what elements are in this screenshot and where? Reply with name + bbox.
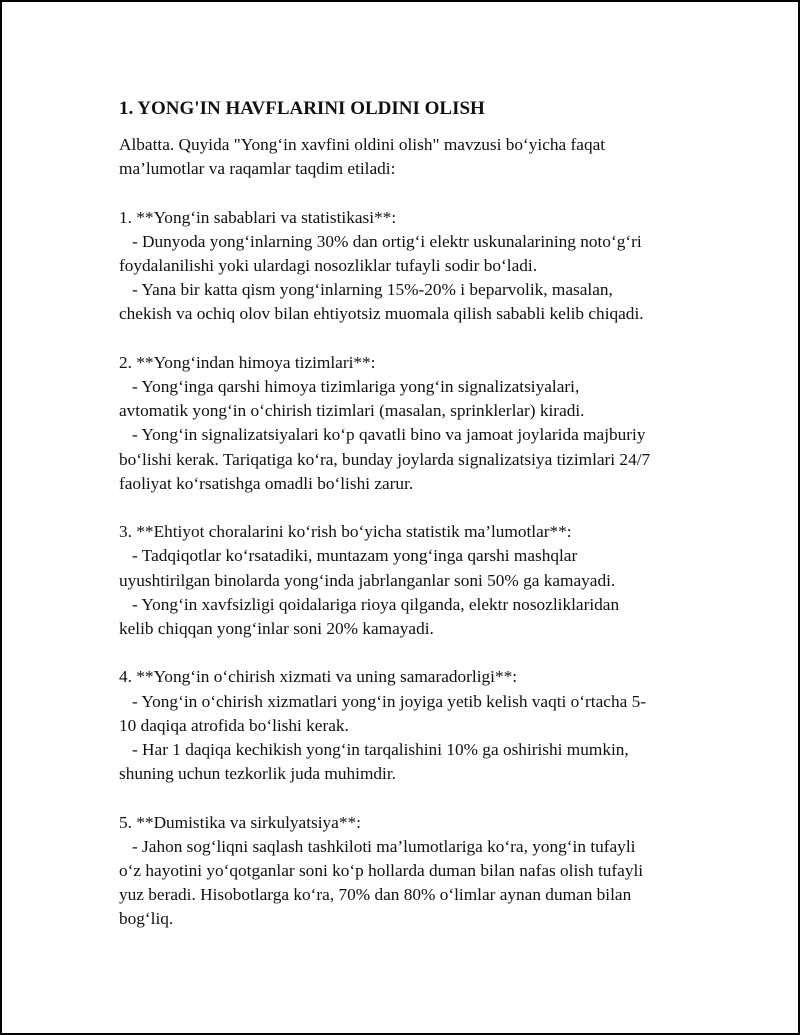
section-item: - Yong‘in o‘chirish xizmatlari yong‘in joyiga yetib kelish vaqti o‘rtacha 5- 10 daqiqa atrofida bo‘lishi kerak. [119, 691, 646, 735]
section-item: - Yong‘in signalizatsiyalari ko‘p qavatli bino va jamoat joylarida majburiy bo‘lishi kerak. Tariqatiga ko‘ra, bunday joylarda signalizatsiya tizimlari 24/7 faoliyat ko‘rsatishga omadli bo‘lishi zarur. [119, 425, 651, 493]
section-3 [119, 520, 699, 641]
section-4 [119, 665, 699, 786]
section-title: 5. **Dumistika va sirkulyatsiya**: [119, 812, 361, 832]
section-1 [119, 206, 699, 327]
section-title: 1. **Yong‘in sabablari va statistikasi**: [119, 207, 397, 227]
section-title: 4. **Yong‘in o‘chirish xizmati va uning samaradorligi**: [119, 667, 518, 687]
section-item: - Tadqiqotlar ko‘rsatadiki, muntazam yong‘inga qarshi mashqlar uyushtirilgan binolarda yong‘inda jabrlanganlar soni 50% ga kamayadi. [119, 546, 616, 590]
section-item: - Yong‘in xavfsizligi qoidalariga rioya qilganda, elektr nosozliklaridan kelib chiqqan yong‘inlar soni 20% kamayadi. [119, 594, 620, 639]
paragraph-gap [119, 181, 699, 205]
section-title: 3. **Ehtiyot choralarini ko‘rish bo‘yicha statistik ma’lumotlar**: [119, 522, 572, 542]
document-body [119, 97, 699, 932]
section-item: - Yong‘inga qarshi himoya tizimlariga yong‘in signalizatsiyalari, avtomatik yong‘in o‘chirish tizimlari (masalan, sprinklerlar) kiradi. [119, 377, 585, 421]
section-item: - Yana bir katta qism yong‘inlarning 15%-20% i beparvolik, masalan, chekish va ochiq olov bilan ehtiyotsiz muomala qilish sababli kelib chiqadi. [119, 280, 644, 324]
section-title: 2. **Yong‘indan himoya tizimlari**: [119, 352, 376, 372]
section-5 [119, 811, 699, 932]
paragraph-gap [119, 496, 699, 520]
section-item: - Har 1 daqiqa kechikish yong‘in tarqalishini 10% ga oshirishi mumkin, shuning uchun tezkorlik juda muhimdir. [119, 740, 629, 784]
section-2 [119, 351, 699, 496]
page-title: 1. YONG'IN HAVFLARINI OLDINI OLISH [119, 98, 485, 119]
section-item: - Jahon sog‘liqni saqlash tashkiloti ma’lumotlariga ko‘ra, yong‘in tufayli o‘z hayotini yo‘qotganlar soni ko‘p hollarda duman bilan nafas olish tufayli yuz beradi. Hisobotlarga ko‘ra, 70% dan 80% o‘limlar aynan duman bilan bog‘liq. [119, 836, 644, 929]
paragraph-gap [119, 327, 699, 351]
section-item: - Dunyoda yong‘inlarning 30% dan ortig‘i elektr uskunalarining noto‘g‘ri foydalanilishi yoki ulardagi nosozliklar tufayli sodir bo‘ladi. [119, 231, 642, 275]
intro-paragraph: Albatta. Quyida "Yong‘in xavfini oldini olish" mavzusi bo‘yicha faqat ma’lumotlar va raqamlar taqdim etiladi: [119, 135, 606, 179]
paragraph-gap [119, 786, 699, 810]
paragraph-gap [119, 641, 699, 665]
